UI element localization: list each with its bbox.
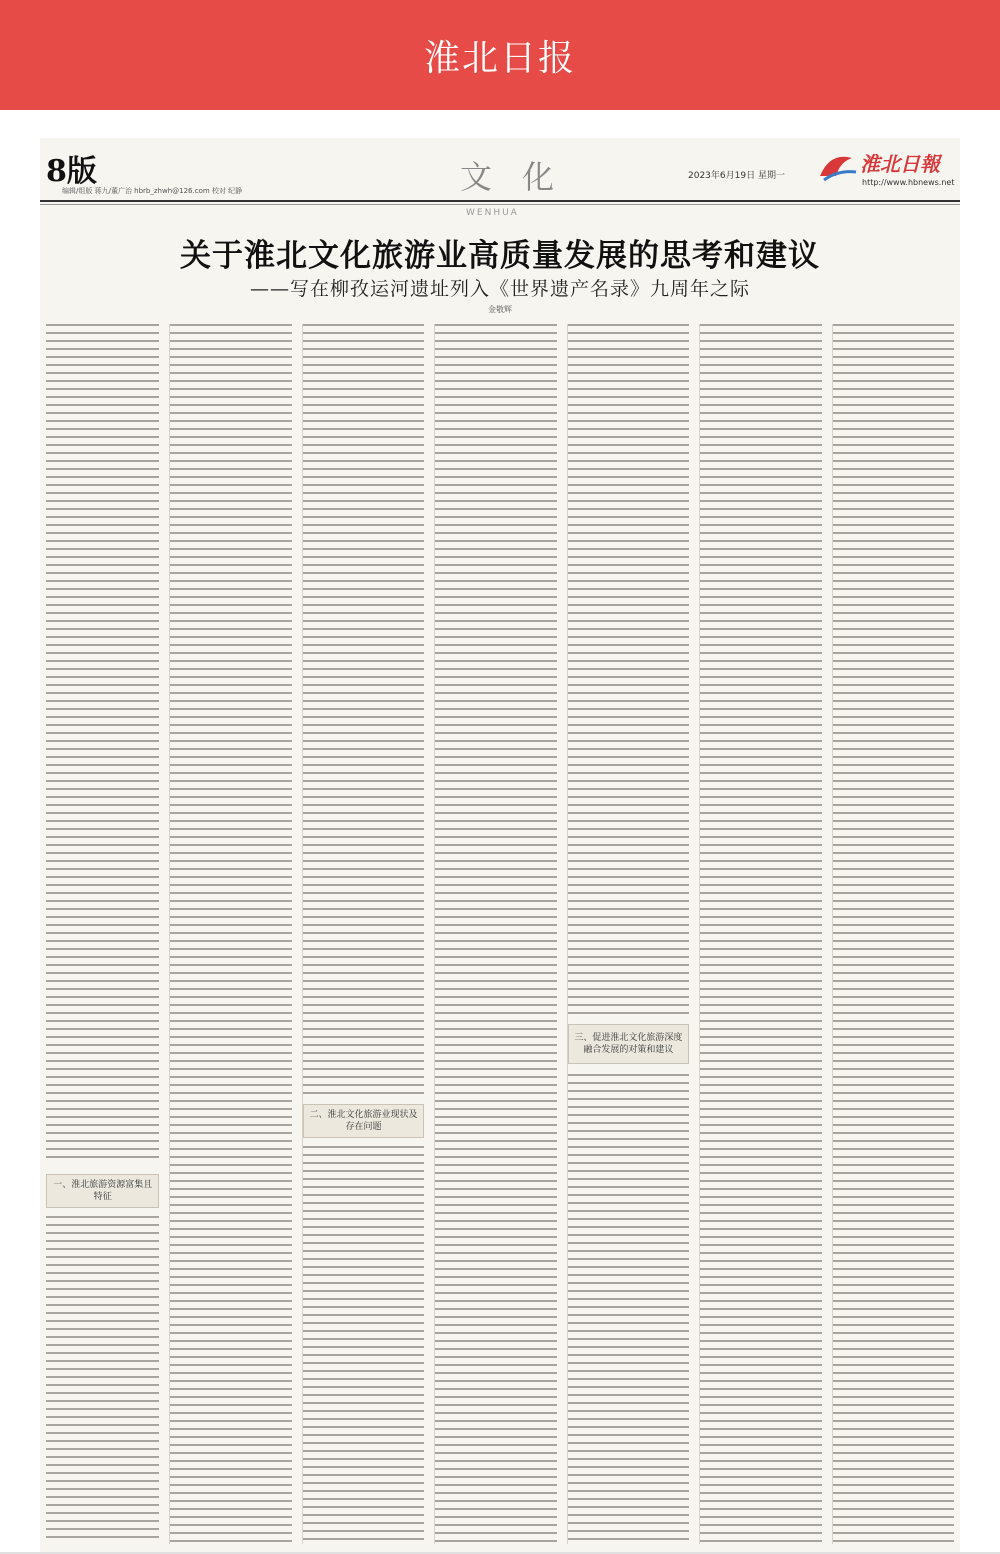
text-block xyxy=(568,1074,689,1544)
section-name: 文化 xyxy=(460,158,585,196)
article-subheadline: ——写在柳孜运河遗址列入《世界遗产名录》九周年之际 xyxy=(249,278,750,300)
text-block xyxy=(568,324,689,1014)
article-byline: 金敬辉 xyxy=(488,305,512,314)
masthead-rule xyxy=(40,200,960,202)
text-block xyxy=(46,1216,159,1544)
text-block xyxy=(303,324,424,1094)
page-number: 8版 xyxy=(46,154,97,189)
text-block xyxy=(833,324,954,1544)
text-block xyxy=(435,324,556,1544)
column-2 xyxy=(169,324,291,1544)
masthead-thin-rule xyxy=(40,204,960,205)
subsection-heading: 二、淮北文化旅游业现状及存在问题 xyxy=(303,1104,424,1138)
column-4 xyxy=(434,324,556,1544)
app-title: 淮北日报 xyxy=(423,37,576,79)
newspaper-page[interactable] xyxy=(40,138,960,1552)
app-header xyxy=(0,0,1000,110)
text-block xyxy=(700,324,821,1544)
column-7 xyxy=(832,324,954,1544)
column-6 xyxy=(699,324,821,1544)
column-1 xyxy=(46,324,159,1544)
section-pinyin: WENHUA xyxy=(466,208,519,218)
editor-credit: 编辑/组版 蒋九/董广治 hbrb_zhwh@126.com 校对 纪静 xyxy=(62,187,243,195)
issue-date: 2023年6月19日 星期一 xyxy=(688,171,785,181)
text-block xyxy=(46,324,159,1164)
article-headline: 关于淮北文化旅游业高质量发展的思考和建议 xyxy=(180,238,820,274)
newspaper-url[interactable]: http://www.hbnews.net xyxy=(862,178,955,187)
article-columns xyxy=(46,324,954,1544)
subsection-heading: 三、促进淮北文化旅游深度融合发展的对策和建议 xyxy=(568,1024,689,1064)
newspaper-logo-text: 淮北日報 xyxy=(860,152,940,176)
column-3 xyxy=(302,324,424,1544)
subsection-heading: 一、淮北旅游资源富集且特征 xyxy=(46,1174,159,1208)
column-5 xyxy=(567,324,689,1544)
masthead xyxy=(40,138,960,200)
text-block xyxy=(170,324,291,1544)
text-block xyxy=(303,1146,424,1544)
